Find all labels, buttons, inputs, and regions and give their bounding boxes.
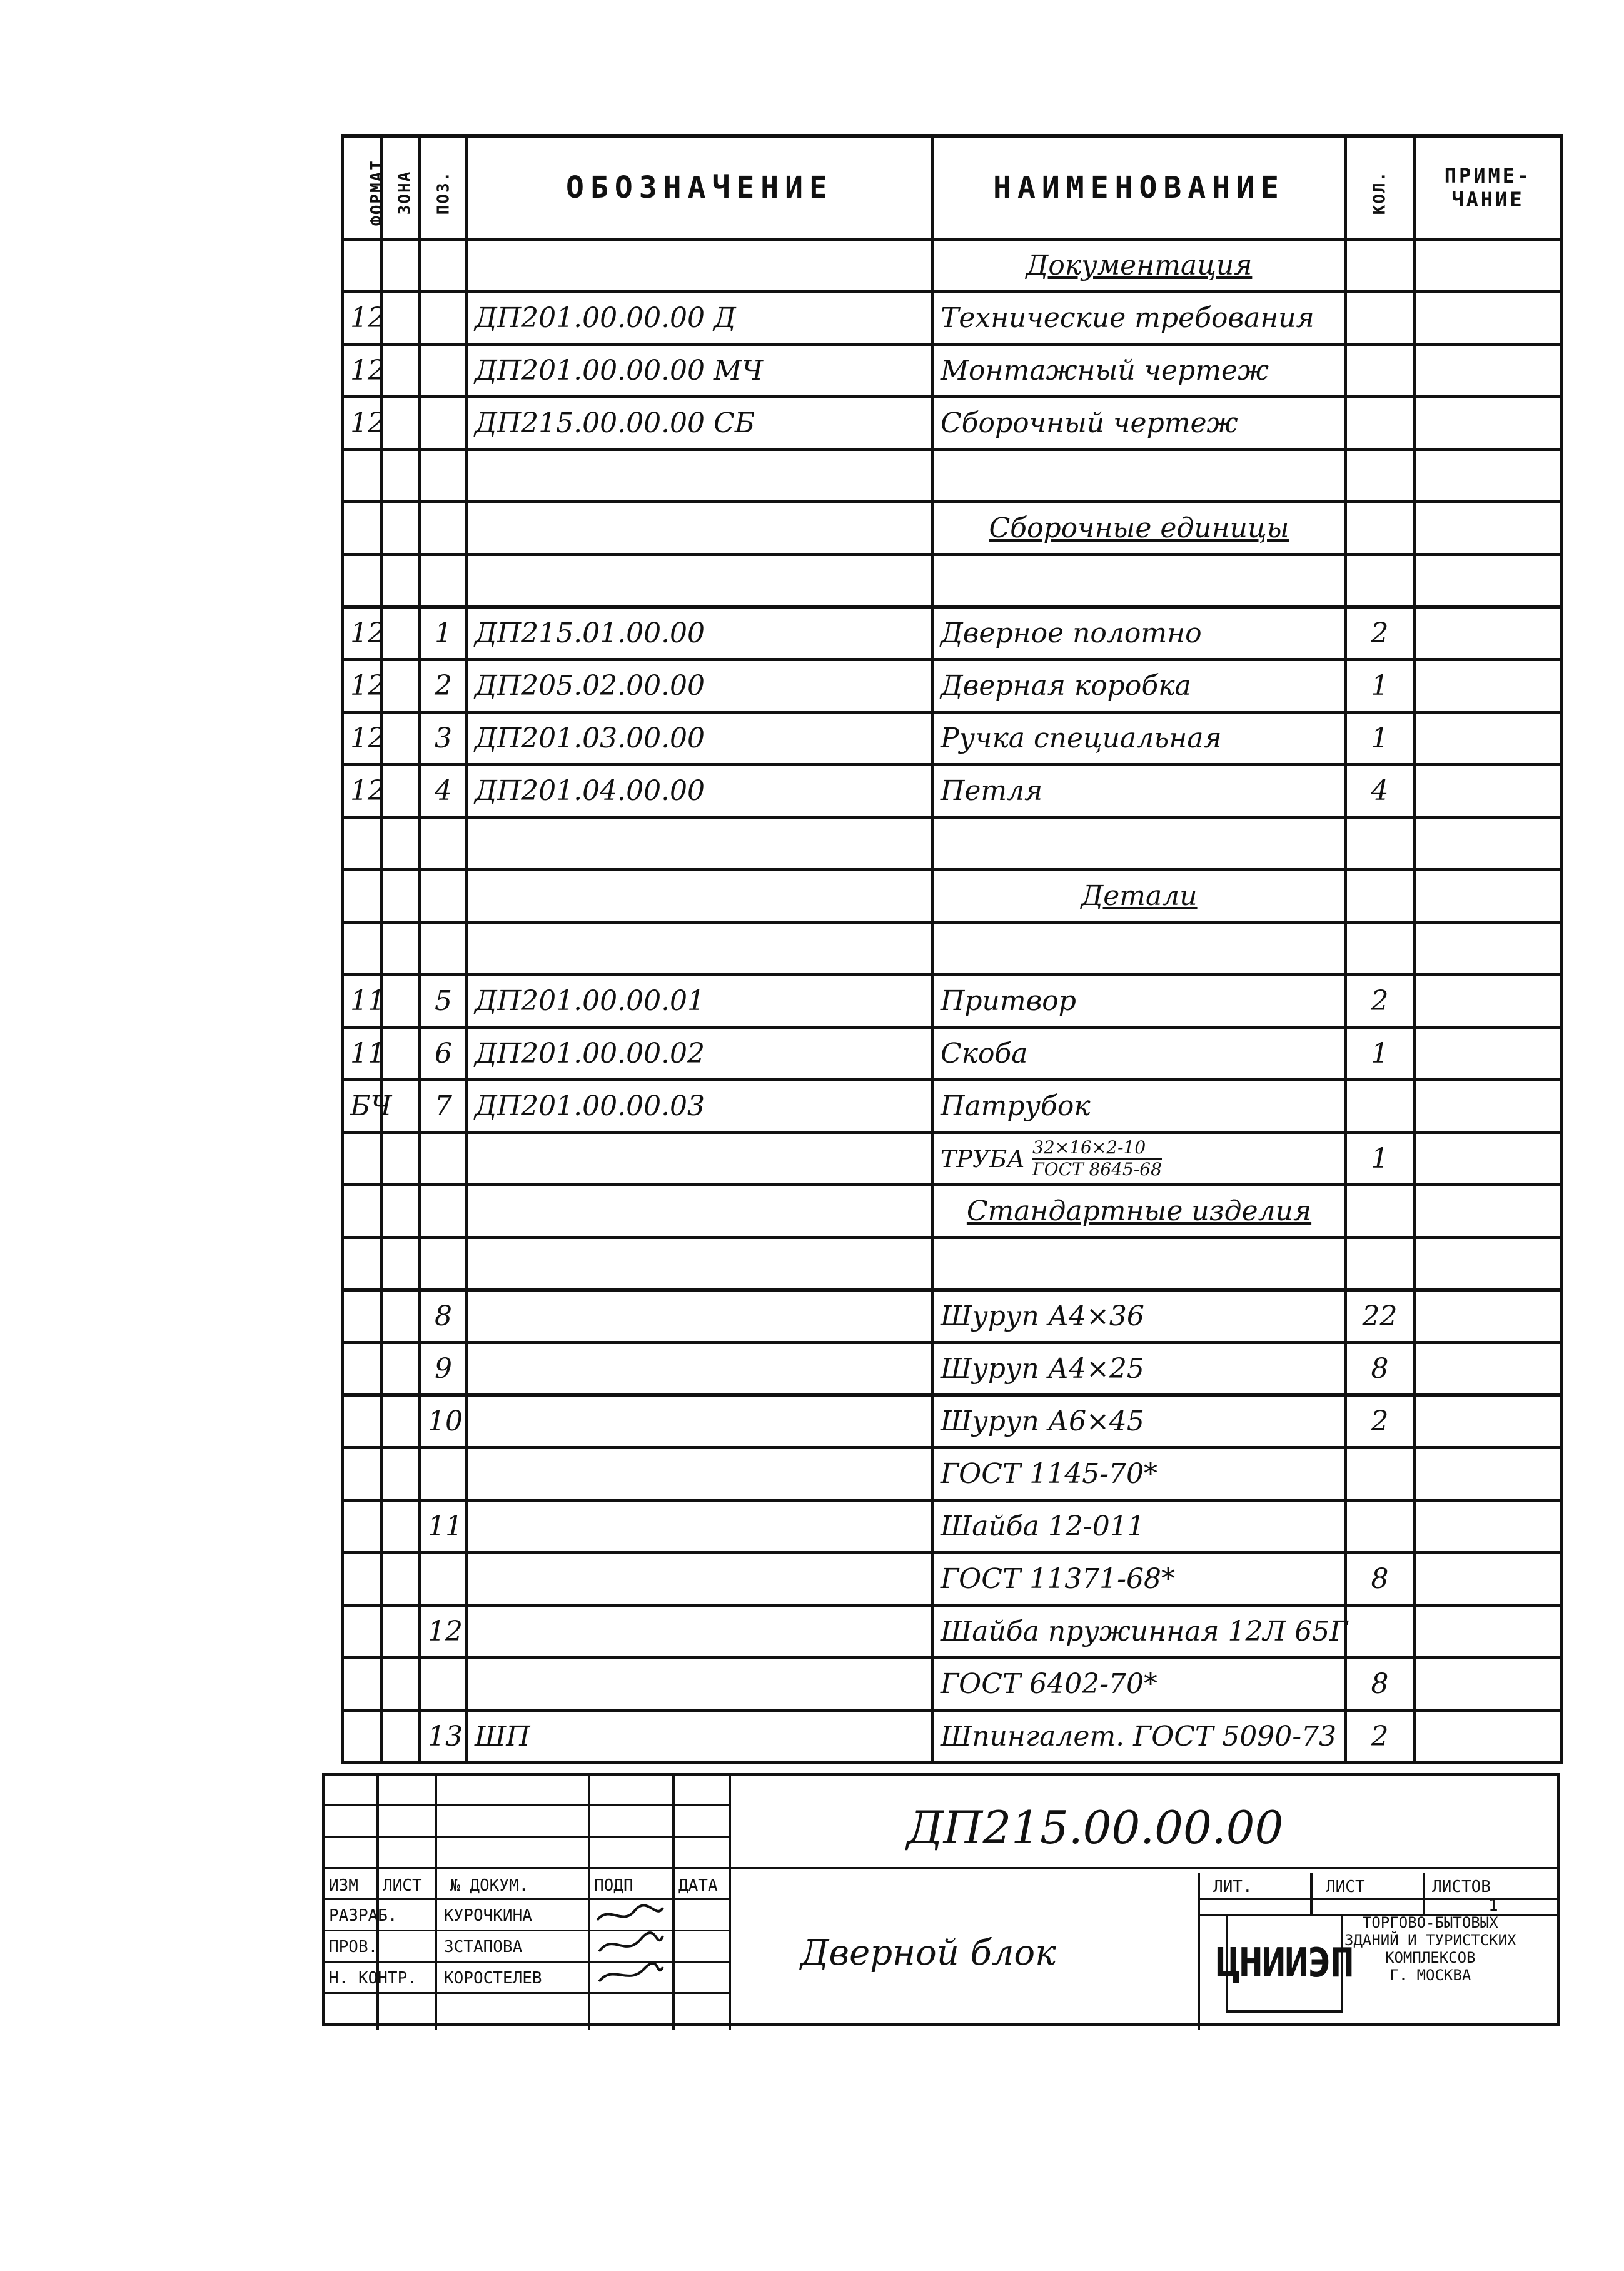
- role-checker: ПРОВ.: [329, 1938, 378, 1956]
- cell-note: [1415, 1500, 1562, 1553]
- cell-zone: [381, 1606, 420, 1658]
- cell-designation: [467, 1343, 933, 1395]
- cell-designation: [467, 817, 933, 870]
- table-row: [343, 607, 1562, 660]
- table-row: [343, 1343, 1562, 1395]
- cell-zone: [381, 555, 420, 607]
- cell-note: [1415, 397, 1562, 450]
- cell-format: [343, 1133, 381, 1185]
- table-row: [343, 1658, 1562, 1711]
- cell-pos: 7: [420, 1080, 467, 1133]
- cell-zone: [381, 397, 420, 450]
- cell-zone: [381, 660, 420, 712]
- cell-note: [1415, 660, 1562, 712]
- cell-designation: [467, 1395, 933, 1448]
- cell-note: [1415, 923, 1562, 975]
- cell-pos: 1: [420, 607, 467, 660]
- cell-zone: [381, 712, 420, 765]
- cell-qty: 8: [1346, 1553, 1415, 1606]
- cell-zone: [381, 1500, 420, 1553]
- name-checker: ЗСТАПОВА: [444, 1938, 523, 1956]
- cell-qty: 1: [1346, 660, 1415, 712]
- cell-format: 12: [343, 660, 381, 712]
- table-row: [343, 817, 1562, 870]
- cell-designation: [467, 870, 933, 923]
- cell-qty: [1346, 923, 1415, 975]
- organization-name: ТОРГОВО-БЫТОВЫХ ЗДАНИЙ И ТУРИСТСКИХ КОМПЛЕКСОВ Г. МОСКВА: [1344, 1914, 1516, 1984]
- cell-pos: 12: [420, 1606, 467, 1658]
- cell-designation: [467, 1658, 933, 1711]
- table-row: [343, 923, 1562, 975]
- cell-note: [1415, 1343, 1562, 1395]
- table-row: [343, 1028, 1562, 1080]
- cell-qty: [1346, 1500, 1415, 1553]
- cell-pos: 8: [420, 1290, 467, 1343]
- cell-note: [1415, 1290, 1562, 1343]
- cell-format: [343, 1553, 381, 1606]
- cell-note: [1415, 1658, 1562, 1711]
- cell-designation: [467, 1133, 933, 1185]
- cell-qty: [1346, 292, 1415, 345]
- cell-qty: 1: [1346, 1028, 1415, 1080]
- table-row: [343, 1448, 1562, 1500]
- cell-qty: [1346, 345, 1415, 397]
- table-row: [343, 345, 1562, 397]
- cell-designation: ДП215.01.00.00: [467, 607, 933, 660]
- cell-zone: [381, 870, 420, 923]
- table-row: [343, 1711, 1562, 1763]
- col-list: ЛИСТ: [383, 1876, 422, 1895]
- cell-designation: ШП: [467, 1711, 933, 1763]
- cell-note: [1415, 1606, 1562, 1658]
- specification-table: [341, 134, 1563, 1764]
- cell-format: 11: [343, 975, 381, 1028]
- cell-pos: 2: [420, 660, 467, 712]
- cell-format: 12: [343, 712, 381, 765]
- cell-name: [933, 450, 1346, 502]
- table-body: [343, 240, 1562, 1763]
- cell-zone: [381, 1028, 420, 1080]
- cell-qty: [1346, 1448, 1415, 1500]
- table-row: [343, 292, 1562, 345]
- table-row: [343, 870, 1562, 923]
- table-row: [343, 502, 1562, 555]
- col-sign: ПОДП: [594, 1876, 633, 1895]
- cell-qty: [1346, 1238, 1415, 1290]
- cell-zone: [381, 240, 420, 292]
- table-row: [343, 765, 1562, 817]
- name-norm-control: КОРОСТЕЛЕВ: [444, 1969, 542, 1988]
- cell-format: [343, 1395, 381, 1448]
- name-developer: КУРОЧКИНА: [444, 1906, 532, 1925]
- title-block: [322, 1773, 1560, 2026]
- cell-zone: [381, 450, 420, 502]
- cell-format: [343, 240, 381, 292]
- cell-qty: 8: [1346, 1343, 1415, 1395]
- cell-zone: [381, 1711, 420, 1763]
- cell-zone: [381, 1448, 420, 1500]
- cell-format: [343, 1290, 381, 1343]
- cell-zone: [381, 292, 420, 345]
- cell-format: 12: [343, 607, 381, 660]
- cell-designation: [467, 1606, 933, 1658]
- cell-format: 12: [343, 765, 381, 817]
- cell-note: [1415, 450, 1562, 502]
- cell-designation: [467, 1448, 933, 1500]
- cell-zone: [381, 765, 420, 817]
- cell-name: Петля: [933, 765, 1346, 817]
- table-row: [343, 555, 1562, 607]
- cell-pos: [420, 502, 467, 555]
- header-pos: ПОЗ.: [420, 136, 467, 240]
- signatures: [594, 1901, 666, 1989]
- cell-name: [933, 555, 1346, 607]
- cell-qty: 22: [1346, 1290, 1415, 1343]
- cell-note: [1415, 240, 1562, 292]
- sheets-label: ЛИСТОВ: [1432, 1878, 1491, 1896]
- cell-qty: [1346, 450, 1415, 502]
- cell-designation: ДП201.00.00.00 МЧ: [467, 345, 933, 397]
- cell-qty: [1346, 1185, 1415, 1238]
- header-note: ПРИМЕ-ЧАНИЕ: [1415, 136, 1562, 240]
- cell-designation: [467, 240, 933, 292]
- cell-pos: 3: [420, 712, 467, 765]
- table-row: [343, 1500, 1562, 1553]
- cell-pos: [420, 555, 467, 607]
- header-qty: КОЛ.: [1346, 136, 1415, 240]
- cell-name: [933, 1238, 1346, 1290]
- cell-pos: 9: [420, 1343, 467, 1395]
- cell-zone: [381, 1185, 420, 1238]
- cell-zone: [381, 1133, 420, 1185]
- cell-pos: 5: [420, 975, 467, 1028]
- cell-name: [933, 1133, 1346, 1185]
- cell-name: Шуруп А4×36: [933, 1290, 1346, 1343]
- table-row: [343, 1395, 1562, 1448]
- cell-qty: [1346, 240, 1415, 292]
- cell-qty: [1346, 1606, 1415, 1658]
- cell-name: Шуруп А6×45: [933, 1395, 1346, 1448]
- cell-designation: ДП215.00.00.00 СБ: [467, 397, 933, 450]
- cell-pos: [420, 1185, 467, 1238]
- specification-sheet: [329, 134, 1560, 2026]
- cell-designation: ДП205.02.00.00: [467, 660, 933, 712]
- cell-name: Шуруп А4×25: [933, 1343, 1346, 1395]
- cell-pos: [420, 1658, 467, 1711]
- cell-designation: [467, 1290, 933, 1343]
- cell-qty: [1346, 817, 1415, 870]
- pipe-spec: ТРУБА $\frac{32\times 16\times 2-10}{\text{ГОСТ 8645-68}}$: [941, 1137, 1162, 1180]
- cell-format: БЧ: [343, 1080, 381, 1133]
- cell-designation: [467, 450, 933, 502]
- cell-designation: [467, 1500, 933, 1553]
- header-zone: ЗОНА: [381, 136, 420, 240]
- cell-format: [343, 1238, 381, 1290]
- cell-format: [343, 1658, 381, 1711]
- cell-pos: [420, 397, 467, 450]
- cell-note: [1415, 1711, 1562, 1763]
- cell-name: Скоба: [933, 1028, 1346, 1080]
- cell-note: [1415, 1448, 1562, 1500]
- cell-designation: ДП201.00.00.01: [467, 975, 933, 1028]
- document-designation: ДП215.00.00.00: [907, 1801, 1284, 1854]
- cell-name: Монтажный чертеж: [933, 345, 1346, 397]
- cell-format: 12: [343, 397, 381, 450]
- cell-pos: [420, 450, 467, 502]
- cell-note: [1415, 555, 1562, 607]
- cell-note: [1415, 712, 1562, 765]
- cell-qty: [1346, 555, 1415, 607]
- cell-format: [343, 1185, 381, 1238]
- cell-format: [343, 502, 381, 555]
- cell-name: Шайба пружинная 12Л 65Г: [933, 1606, 1346, 1658]
- table-row: [343, 240, 1562, 292]
- cell-qty: [1346, 870, 1415, 923]
- cell-qty: [1346, 397, 1415, 450]
- cell-pos: 4: [420, 765, 467, 817]
- cell-format: [343, 1448, 381, 1500]
- cell-note: [1415, 607, 1562, 660]
- cell-zone: [381, 1395, 420, 1448]
- cell-designation: [467, 923, 933, 975]
- cell-note: [1415, 292, 1562, 345]
- cell-qty: 1: [1346, 1133, 1415, 1185]
- cell-designation: ДП201.00.00.03: [467, 1080, 933, 1133]
- cell-format: [343, 1343, 381, 1395]
- cell-note: [1415, 870, 1562, 923]
- cell-qty: 2: [1346, 1395, 1415, 1448]
- cell-note: [1415, 1133, 1562, 1185]
- cell-format: [343, 923, 381, 975]
- cell-pos: 6: [420, 1028, 467, 1080]
- cell-format: 12: [343, 292, 381, 345]
- col-izm: ИЗМ: [329, 1876, 358, 1895]
- cell-format: [343, 555, 381, 607]
- cell-pos: [420, 817, 467, 870]
- cell-format: [343, 1606, 381, 1658]
- cell-pos: [420, 292, 467, 345]
- cell-note: [1415, 502, 1562, 555]
- role-norm-control: Н. КОНТР.: [329, 1969, 417, 1988]
- cell-note: [1415, 1185, 1562, 1238]
- cell-designation: ДП201.00.00.00 Д: [467, 292, 933, 345]
- cell-zone: [381, 1553, 420, 1606]
- cell-zone: [381, 502, 420, 555]
- cell-format: [343, 450, 381, 502]
- table-row: [343, 1080, 1562, 1133]
- cell-pos: [420, 1448, 467, 1500]
- table-row: [343, 450, 1562, 502]
- cell-designation: ДП201.03.00.00: [467, 712, 933, 765]
- cell-note: [1415, 1028, 1562, 1080]
- cell-name: [933, 817, 1346, 870]
- cell-pos: [420, 345, 467, 397]
- cell-qty: 2: [1346, 1711, 1415, 1763]
- table-row: [343, 975, 1562, 1028]
- cell-name: Притвор: [933, 975, 1346, 1028]
- cell-qty: 4: [1346, 765, 1415, 817]
- cell-name: Стандартные изделия: [933, 1185, 1346, 1238]
- table-row: [343, 1133, 1562, 1185]
- cell-name: Технические требования: [933, 292, 1346, 345]
- cell-zone: [381, 817, 420, 870]
- cell-format: [343, 1500, 381, 1553]
- cell-name: Детали: [933, 870, 1346, 923]
- table-row: [343, 1553, 1562, 1606]
- cell-qty: 1: [1346, 712, 1415, 765]
- table-row: [343, 712, 1562, 765]
- cell-qty: 2: [1346, 975, 1415, 1028]
- cell-note: [1415, 1080, 1562, 1133]
- cell-format: [343, 870, 381, 923]
- cell-designation: [467, 555, 933, 607]
- cell-qty: [1346, 502, 1415, 555]
- cell-name: Шайба 12-011: [933, 1500, 1346, 1553]
- cell-format: 12: [343, 345, 381, 397]
- cell-zone: [381, 1658, 420, 1711]
- product-name: Дверной блок: [800, 1933, 1056, 1973]
- institute-logo: ЦНИИЭП: [1226, 1914, 1343, 2013]
- cell-format: 11: [343, 1028, 381, 1080]
- cell-pos: 13: [420, 1711, 467, 1763]
- cell-designation: [467, 1185, 933, 1238]
- cell-designation: ДП201.00.00.02: [467, 1028, 933, 1080]
- cell-note: [1415, 1553, 1562, 1606]
- cell-qty: 8: [1346, 1658, 1415, 1711]
- cell-name: Шпингалет. ГОСТ 5090-73: [933, 1711, 1346, 1763]
- col-date: ДАТА: [678, 1876, 718, 1895]
- cell-zone: [381, 607, 420, 660]
- sheets-value: 1: [1488, 1896, 1498, 1915]
- cell-name: [933, 923, 1346, 975]
- cell-name: Документация: [933, 240, 1346, 292]
- cell-format: [343, 817, 381, 870]
- cell-name: Ручка специальная: [933, 712, 1346, 765]
- table-row: [343, 1185, 1562, 1238]
- cell-name: Дверная коробка: [933, 660, 1346, 712]
- cell-name: Дверное полотно: [933, 607, 1346, 660]
- cell-name: Сборочные единицы: [933, 502, 1346, 555]
- table-row: [343, 397, 1562, 450]
- table-header-row: [343, 136, 1562, 240]
- cell-note: [1415, 975, 1562, 1028]
- table-row: [343, 660, 1562, 712]
- table-row: [343, 1606, 1562, 1658]
- header-format: ФОРМАТ: [343, 136, 381, 240]
- cell-pos: [420, 923, 467, 975]
- cell-name: ГОСТ 11371-68*: [933, 1553, 1346, 1606]
- col-doc: № ДОКУМ.: [450, 1876, 529, 1895]
- cell-designation: [467, 502, 933, 555]
- lit-label: ЛИТ.: [1213, 1878, 1253, 1896]
- cell-pos: [420, 1238, 467, 1290]
- cell-zone: [381, 1290, 420, 1343]
- cell-designation: [467, 1553, 933, 1606]
- cell-pos: [420, 1553, 467, 1606]
- cell-qty: [1346, 1080, 1415, 1133]
- cell-pos: 10: [420, 1395, 467, 1448]
- cell-note: [1415, 345, 1562, 397]
- cell-pos: [420, 1133, 467, 1185]
- role-developer: РАЗРАБ.: [329, 1906, 398, 1925]
- cell-name: Патрубок: [933, 1080, 1346, 1133]
- cell-name: Сборочный чертеж: [933, 397, 1346, 450]
- cell-zone: [381, 345, 420, 397]
- sheet-label: ЛИСТ: [1326, 1878, 1365, 1896]
- cell-pos: [420, 870, 467, 923]
- cell-name: ГОСТ 6402-70*: [933, 1658, 1346, 1711]
- cell-designation: ДП201.04.00.00: [467, 765, 933, 817]
- cell-zone: [381, 1343, 420, 1395]
- cell-zone: [381, 975, 420, 1028]
- table-row: [343, 1290, 1562, 1343]
- header-name: НАИМЕНОВАНИЕ: [933, 136, 1346, 240]
- cell-designation: [467, 1238, 933, 1290]
- cell-qty: 2: [1346, 607, 1415, 660]
- header-designation: ОБОЗНАЧЕНИЕ: [467, 136, 933, 240]
- cell-zone: [381, 1238, 420, 1290]
- cell-format: [343, 1711, 381, 1763]
- cell-note: [1415, 1395, 1562, 1448]
- table-row: [343, 1238, 1562, 1290]
- cell-note: [1415, 1238, 1562, 1290]
- cell-pos: 11: [420, 1500, 467, 1553]
- cell-name: ГОСТ 1145-70*: [933, 1448, 1346, 1500]
- cell-note: [1415, 765, 1562, 817]
- cell-note: [1415, 817, 1562, 870]
- cell-zone: [381, 923, 420, 975]
- cell-pos: [420, 240, 467, 292]
